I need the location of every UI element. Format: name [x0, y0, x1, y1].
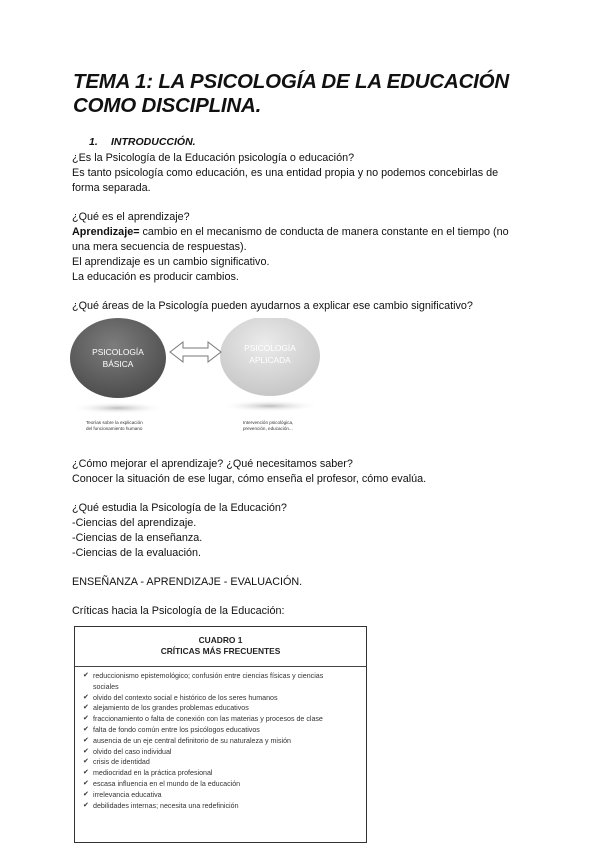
q4-answer: Conocer la situación de ese lugar, cómo enseña el profesor, cómo evalúa. [72, 473, 427, 485]
criticas-item: ✔ debilidades internas; necesita una redefinición [83, 801, 239, 810]
title-line-1: TEMA 1: LA PSICOLOGÍA DE LA EDUCACIÓN [73, 70, 510, 93]
left-circle-shadow [70, 402, 166, 414]
q1-answer-line-1: Es tanto psicología como educación, es una entidad propia y no podemos concebirlas de [72, 167, 499, 179]
right-caption-line-1: Intervención psicológica, [243, 420, 294, 425]
q5-item-2: -Ciencias de la enseñanza. [72, 532, 203, 544]
q5-question: ¿Qué estudia la Psicología de la Educación? [72, 502, 287, 514]
criticas-item: ✔ olvido del contexto social e histórico de los seres humanos [83, 693, 278, 702]
check-icon: ✔ [83, 747, 89, 755]
psychology-diagram [68, 318, 368, 440]
criticas-item: ✔ falta de fondo común entre los psicólogos educativos [83, 725, 260, 734]
q2-line-4: La educación es producir cambios. [72, 271, 239, 283]
q2-def-text: cambio en el mecanismo de conducta de manera constante en el tiempo (no [139, 226, 509, 238]
q2-definition-line-2: una mera secuencia de respuestas). [72, 241, 247, 253]
criticas-intro: Críticas hacia la Psicología de la Educación: [72, 605, 285, 617]
q4-question: ¿Cómo mejorar el aprendizaje? ¿Qué necesitamos saber? [72, 458, 353, 470]
criticas-item: ✔ reduccionismo epistemológico; confusión entre ciencias físicas y ciencias [83, 672, 324, 680]
section-label: INTRODUCCIÓN. [111, 136, 196, 148]
q2-question: ¿Qué es el aprendizaje? [72, 211, 190, 223]
check-icon: ✔ [83, 704, 89, 712]
criticas-item-continuation: sociales [93, 682, 119, 691]
q5-item-3: -Ciencias de la evaluación. [72, 547, 202, 559]
criticas-item: ✔ alejamiento de los grandes problemas educativos [83, 704, 249, 713]
q3-question: ¿Qué áreas de la Psicología pueden ayudarnos a explicar ese cambio significativo? [72, 300, 473, 312]
check-icon: ✔ [83, 790, 89, 798]
criticas-table-title: CUADRO 1 [198, 635, 243, 645]
triad-line: ENSEÑANZA - APRENDIZAJE - EVALUACIÓN. [72, 576, 303, 588]
left-circle-label-1: PSICOLOGÍA [92, 347, 144, 357]
check-icon: ✔ [83, 672, 89, 679]
criticas-item: ✔ ausencia de un eje central definitorio de su naturaleza y misión [83, 736, 291, 745]
q2-term: Aprendizaje= [72, 226, 140, 238]
criticas-table-header [75, 627, 366, 666]
right-circle-label-1: PSICOLOGÍA [244, 343, 296, 353]
section-heading [89, 136, 196, 148]
criticas-list [83, 671, 361, 811]
criticas-table-divider [75, 666, 366, 667]
right-caption [243, 420, 293, 431]
left-circle [70, 318, 166, 398]
criticas-item: ✔ irrelevancia educativa [83, 790, 162, 799]
right-caption-line-2: prevención, educación... [243, 425, 293, 431]
left-caption [86, 420, 143, 431]
left-circle-label-2: BÁSICA [102, 359, 134, 369]
check-icon: ✔ [83, 769, 89, 777]
criticas-table [74, 626, 367, 843]
q1-answer-line-2: forma separada. [72, 182, 151, 194]
check-icon: ✔ [83, 758, 89, 766]
criticas-item: ✔ fraccionamiento o falta de conexión con las materias y procesos de clase [83, 715, 323, 724]
double-arrow-icon [170, 342, 221, 362]
page-title [73, 70, 543, 118]
check-icon: ✔ [83, 715, 89, 723]
left-caption-line-2: del funcionamiento humano [86, 425, 143, 431]
criticas-item: ✔ escasa influencia en el mundo de la educación [83, 779, 241, 788]
left-caption-line-1: Teorías sobre la explicación [86, 420, 143, 425]
criticas-item: ✔ olvido del caso individual [83, 747, 172, 756]
criticas-item: ✔ mediocridad en la práctica profesional [83, 769, 213, 778]
right-circle-shadow [220, 400, 320, 412]
check-icon: ✔ [83, 779, 89, 787]
q2-definition-line-1 [72, 225, 509, 239]
right-circle-label-2: APLICADA [249, 355, 291, 365]
check-icon: ✔ [83, 736, 89, 744]
title-line-2: COMO DISCIPLINA. [73, 94, 262, 117]
section-number: 1. [89, 136, 98, 148]
q5-item-1: -Ciencias del aprendizaje. [72, 517, 197, 529]
check-icon: ✔ [83, 801, 89, 809]
check-icon: ✔ [83, 693, 89, 701]
check-icon: ✔ [83, 725, 89, 733]
criticas-item: ✔ crisis de identidad [83, 758, 150, 767]
criticas-table-subtitle: CRÍTICAS MÁS FRECUENTES [160, 646, 281, 656]
q1-question: ¿Es la Psicología de la Educación psicología o educación? [72, 152, 355, 164]
q2-line-3: El aprendizaje es un cambio significativo. [72, 256, 270, 268]
